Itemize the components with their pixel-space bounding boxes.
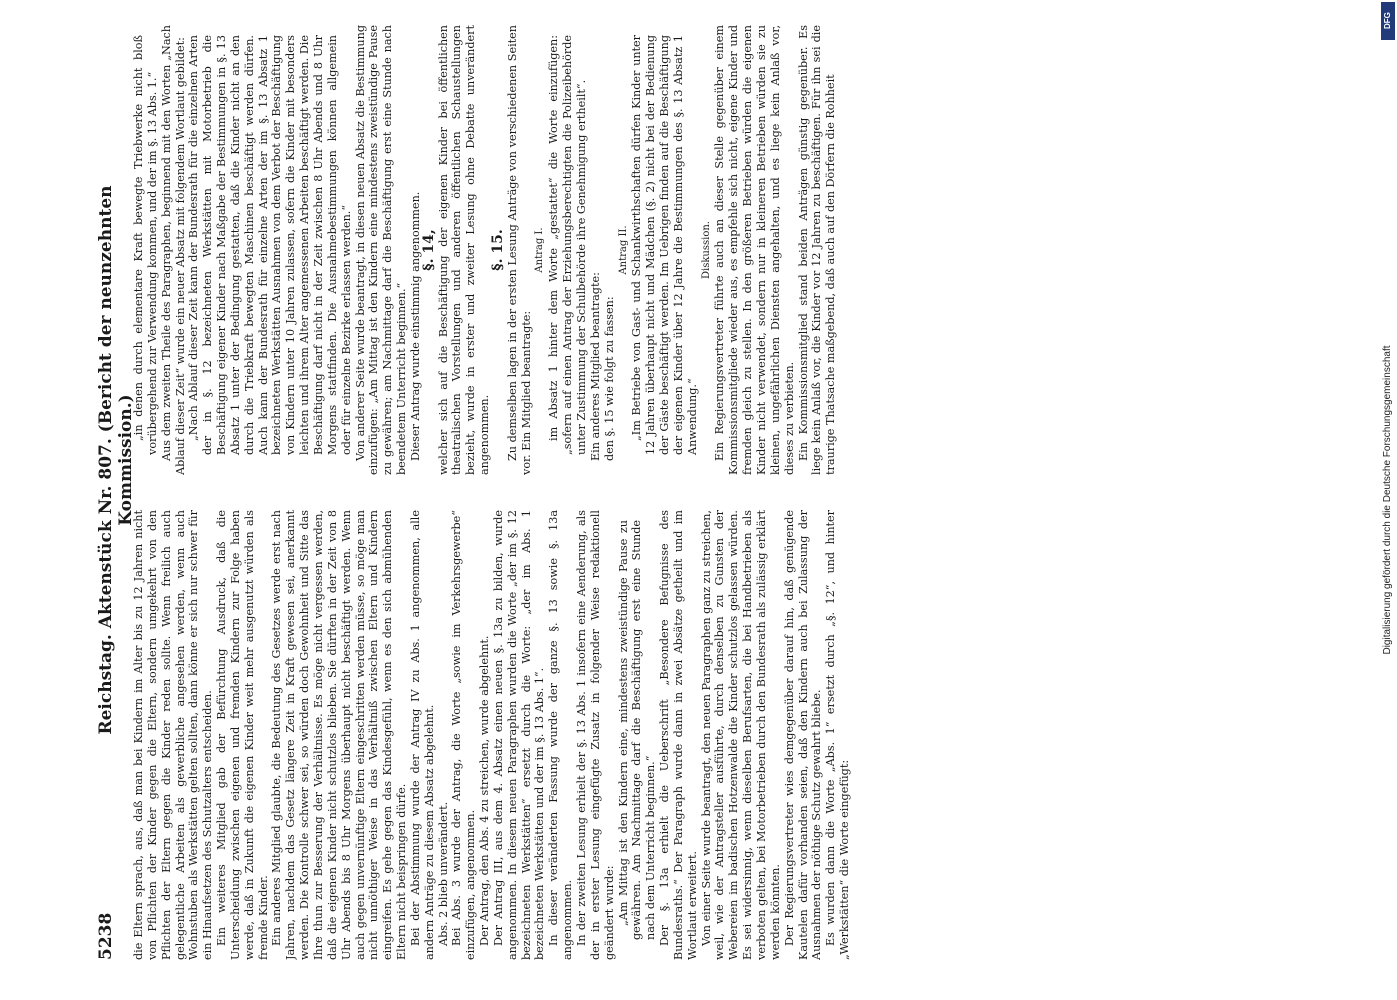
quoted-amendment: „Nach Ablauf dieser Zeit kann der Bundesrath für die einzelnen Arten der in §. 12 bezeichneten Werkstätten mit Motorbetrieb die Beschäftigung eigener Kinder nach Maßgabe der Bestimmungen in §. 13 Absatz 1 unter der Bedingung gestatten, daß die Kinder nicht an den durch die Triebkraft bewegten Maschinen beschäftigt werden dürfen. Auch kann der Bundesrath für einzelne Arten der im §. 13 Absatz 1 bezeichneten Werkstätten Ausnahmen von dem Verbot der Beschäftigung von Kindern unter 10 Jahren zulassen, sofern die Kinder mit besonders leichten und ihrem Alter angemessenen Arbeiten beschäftigt werden. Die Beschäftigung darf nicht in der Zeit zwischen 8 Uhr Abends und 8 Uhr Morgens stattfinden. Die Ausnahmebestimmungen können allgemein oder für einzelne Bezirke erlassen werden.“: [187, 35, 353, 455]
paragraph: Ein weiteres Mitglied gab der Befürchtung Ausdruck, daß die Unterscheidung zwischen eigenen und fremden Kindern zur Folge haben werde, daß in Zukunft die eigenen Kinder weit mehr ausgenutzt würden als fremde Kinder.: [215, 510, 270, 960]
paragraph: Zu demselben lagen in der ersten Lesung Anträge von verschiedenen Seiten vor. Ein Mitglied beantragte:: [505, 25, 533, 475]
paragraph: Ein anderes Mitglied beantragte:: [588, 272, 602, 461]
running-header: [90, 25, 136, 960]
dfg-logo: DFG: [1381, 2, 1395, 40]
paragraph: Bei Abs. 3 wurde der Antrag, die Worte „sowie im Verkehrsgewerbe“ einzufügen, angenommen.: [450, 510, 478, 960]
section-heading-15: §. 15.: [489, 229, 506, 271]
quoted-amendment: „in denen durch elementare Kraft bewegte Triebwerke nicht bloß vorübergehend zur Verwendung kommen, und der im §. 13 Abs. 1.“: [132, 35, 159, 455]
paragraph: Dieser Antrag wurde einstimmig angenommen.: [408, 191, 422, 461]
quoted-amendment: „Am Mittag ist den Kindern eine, mindestens zweistündige Pause zu gewähren. Am Nachmittage darf die Beschäftigung erst eine Stunde nach dem Unterricht beginnen.“: [616, 520, 658, 940]
paragraph: Es wurden dann die Worte „Abs. 1“ ersetzt durch „§. 12“, und hinter „Werkstätten“ die Worte eingefügt:: [824, 510, 852, 960]
page-content: [90, 25, 1340, 960]
paragraph: die Eltern sprach, aus, daß man bei Kindern im Alter bis zu 12 Jahren nicht von Pflichten der Kinder gegen die Eltern, sondern umgekehrt von den Pflichten der Eltern gegen die Kinder reden sollte. Wenn freilich auch gelegentliche Arbeiten als gewerbliche angesehen werden, wenn auch Wohnstuben als Werkstätten gelten sollten, dann könne er sich nur schwer für ein Hinaufsetzen des Schutzalters entscheiden.: [132, 510, 215, 960]
paragraph: Der Regierungsvertreter wies demgegenüber darauf hin, daß genügende Kautelen dafür vorhanden seien, daß den Kindern auch bei Zulassung der Ausnahmen der nöthige Schutz gewahrt bliebe.: [782, 510, 824, 960]
digitization-note: Digitalisierung gefördert durch die Deutsche Forschungsgemeinschaft: [1382, 345, 1393, 655]
paragraph: Von anderer Seite wurde beantragt, in diesen neuen Absatz die Bestimmung einzufügen: „Am Mittag ist den Kindern eine mindestens zweistündige Pause zu gewähren; am Nachmittage darf die Beschäftigung erst eine Stunde nach beendetem Unterricht beginnen.“: [353, 25, 409, 475]
paragraph: welcher sich auf die Beschäftigung der eigenen Kinder bei öffentlichen theatralischen Vorstellungen und anderen öffentlichen Schaustellungen bezieht, wurde in erster und zweiter Lesung ohne Debatte unverändert angenommen.: [436, 25, 492, 475]
quoted-amendment: „Im Betriebe von Gast- und Schankwirthschaften dürfen Kinder unter 12 Jahren überhaupt nicht und Mädchen (§. 2) nicht bei der Bedienung der Gäste beschäftigt werden. Im Uebrigen finden auf die Beschäftigung der eigenen Kinder über 12 Jahre die Bestimmungen des §. 13 Absatz 1 Anwendung.“: [630, 35, 699, 455]
paragraph: Abs. 2 blieb unverändert.: [436, 801, 450, 946]
paragraph: Der Antrag, den Abs. 4 zu streichen, wurde abgelehnt.: [478, 635, 492, 946]
right-column: [132, 25, 1332, 475]
quoted-amendment: im Absatz 1 hinter dem Worte „gestattet“ die Worte einzufügen: „sofern auf einen Antrag der Erziehungsberechtigten die Polizeibehörde unter Zustimmung der Schulbehörde ihre Genehmigung ertheilt“.: [547, 35, 588, 455]
left-column: [132, 510, 1332, 960]
motion-label: Antrag II.: [617, 225, 629, 275]
paragraph: Ein Kommissionsmitglied stand beiden Anträgen günstig gegenüber. Es liege kein Anlaß vor, die Kinder vor 12 Jahren zu beschäftigen. Für ihn sei die traurige Thatsache maßgebend, daß auch auf den Dörfern die Rohheit: [796, 25, 838, 475]
paragraph: Aus dem zweiten Theile des Paragraphen, beginnend mit den Worten „Nach Ablauf dieser Zeit“ wurde ein neuer Absatz mit folgendem Wortlaut gebildet:: [159, 25, 187, 475]
section-heading-14: §. 14,: [420, 229, 437, 271]
page-number: 5238: [96, 912, 116, 960]
paragraph: Ein anderes Mitglied glaubte, die Bedeutung des Gesetzes werde erst nach Jahren, nachdem das Gesetz längere Zeit in Kraft gewesen sei, anerkannt werden. Die Kontrolle schwer sei, so würden doch Gewohnheit und Sitte das Ihre thun zur Besserung der Verhältnisse. Es möge nicht vergessen werden, daß die eigenen Kinder nicht schutzlos blieben. Sie dürften in der Zeit von 8 Uhr Abends bis 8 Uhr Morgens überhaupt nicht beschäftigt werden. Wenn auch gegen unvernünftige Eltern eingeschritten werden müsse, so möge man nicht unnöthiger Weise in das Verhältniß zwischen Eltern und Kindern eingreifen. Es gehe gegen das Kindesgefühl, wenn es den sich abmühenden Eltern nicht beispringen dürfe.: [270, 510, 409, 960]
motion-label: Antrag I.: [534, 227, 546, 273]
paragraph: In dieser veränderten Fassung wurde der ganze §. 13 sowie §. 13a angenommen.: [547, 510, 575, 960]
discussion-label: Diskussion.: [700, 221, 712, 279]
digitization-sidebar: [1378, 0, 1397, 1000]
paragraph: In der zweiten Lesung erhielt der §. 13 Abs. 1 insofern eine Aenderung, als der in erster Lesung eingefügte Zusatz in folgender Weise redaktionell geändert wurde:: [575, 510, 616, 960]
paragraph: Von einer Seite wurde beantragt, den neuen Paragraphen ganz zu streichen, weil, wie der Antragsteller ausführte, durch denselben zu Gunsten der Webereien im badischen Hotzenwalde die Kinder schutzlos gelassen würden. Es sei widersinnig, wenn dieselben Berufsarten, die bei Handbetrieben als verboten gelten, bei Motorbetrieben durch den Bundesrath als zulässig erklärt werden könnten.: [699, 510, 782, 960]
paragraph: den §. 15 wie folgt zu fassen:: [602, 296, 616, 461]
page-title: Reichstag. Aktenstück Nr. 807. (Bericht der neunzehnten Kommission.): [96, 185, 136, 735]
paragraph: Der §. 13a erhielt die Ueberschrift „Besondere Befugnisse des Bundesraths.“ Der Paragraph wurde dann in zwei Absätze getheilt und im Wortlaut erweitert.: [658, 510, 699, 960]
paragraph: Bei der Abstimmung wurde der Antrag IV zu Abs. 1 angenommen, alle andern Anträge zu diesem Absatz abgelehnt.: [408, 510, 436, 960]
paragraph: Der Antrag III, aus dem 4. Absatz einen neuen §. 13a zu bilden, wurde angenommen. In diesem neuen Paragraphen wurden die Worte „der im §. 12 bezeichneten Werkstätten“ ersetzt durch die Worte: „der im Abs. 1 bezeichneten Werkstätten und der im §. 13 Abs. 1“.: [491, 510, 547, 960]
paragraph: Ein Regierungsvertreter führte auch an dieser Stelle gegenüber einem Kommissionsmitgliede wieder aus, es empfehle sich nicht, eigene Kinder und fremden gleich zu stellen. In den größeren Betrieben würden die eigenen Kinder nicht verwendet, sondern nur in kleineren Betrieben würden sie zu kleinen, ungefährlichen Diensten angehalten, und es liege kein Anlaß vor, dieses zu verbieten.: [713, 25, 796, 475]
